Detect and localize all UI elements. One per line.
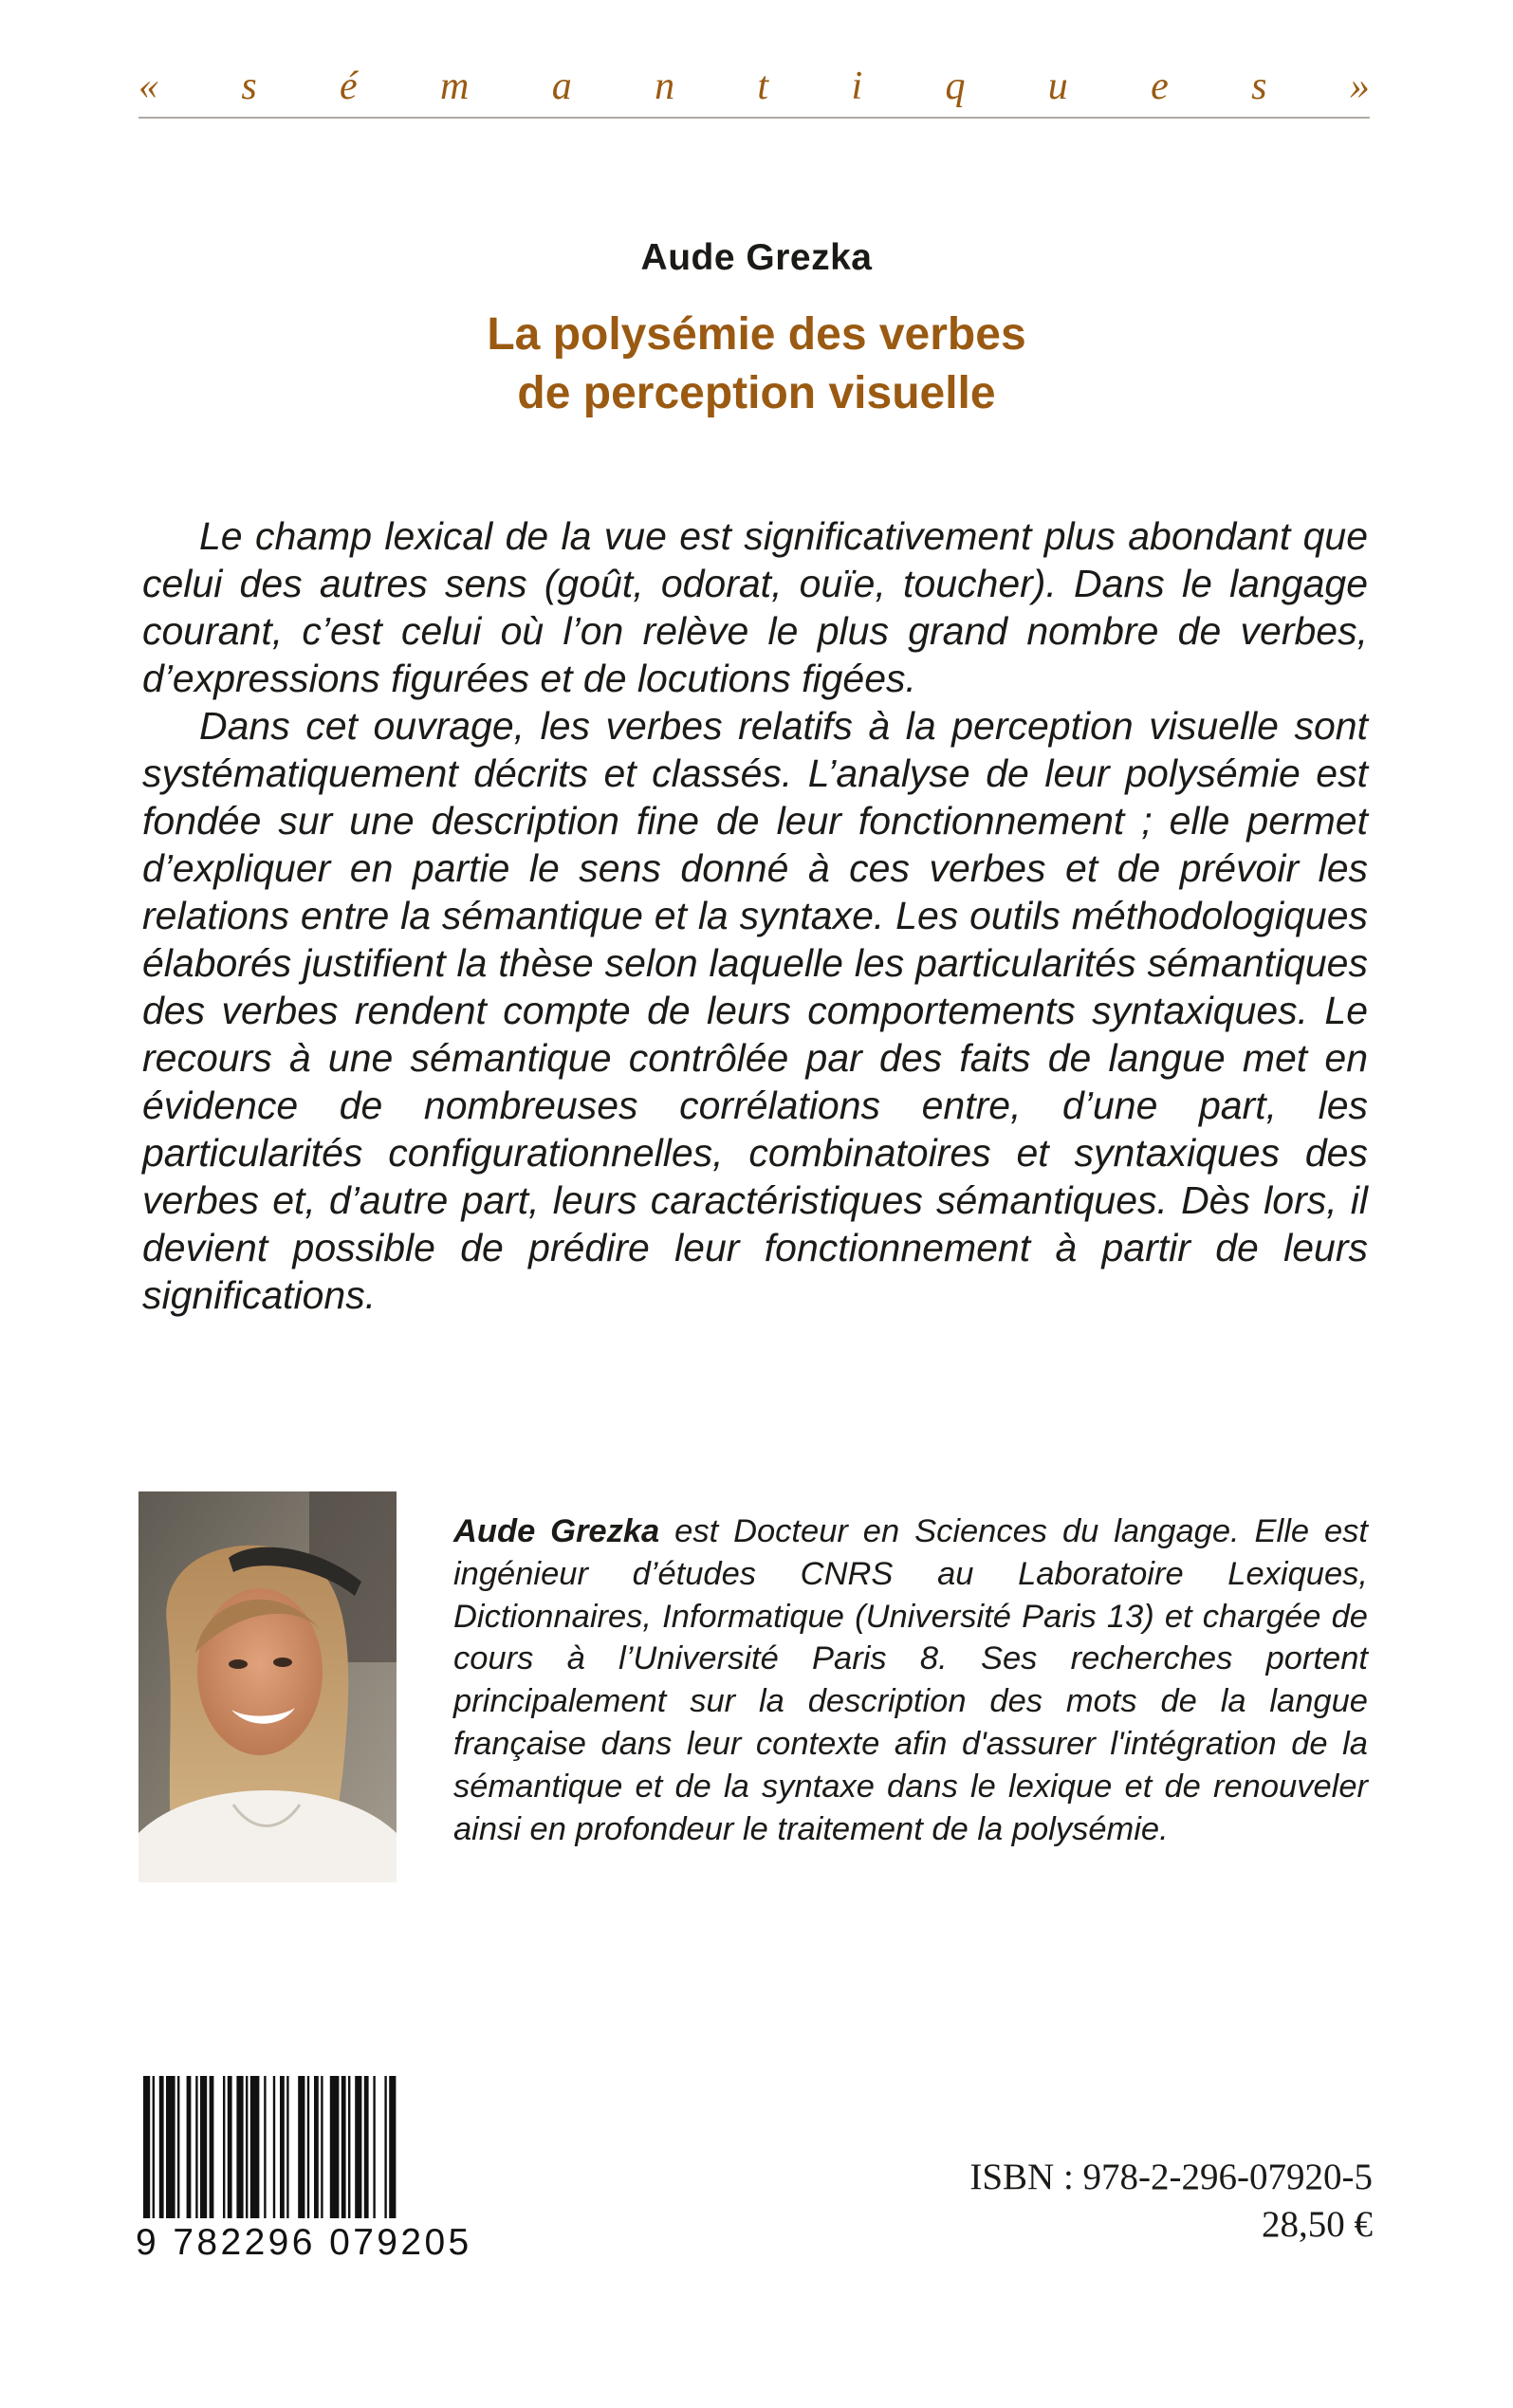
series-letter: q	[945, 65, 966, 108]
series-letter: é	[340, 65, 358, 108]
author-portrait-image	[138, 1491, 397, 1882]
barcode	[136, 2076, 472, 2218]
summary-paragraph-2: Dans cet ouvrage, les verbes relatifs à la perception visuelle sont systématiquement décrits et classés. L’analyse de leur polysémie est fondée sur une description fine de leur fonctionnement ; elle permet d’expliquer en partie le sens donné à ces verbes et de prévoir les relations entre la sémantique et la syntaxe. Les outils méthodologiques élaborés justifient la thèse selon laquelle les particularités sémantiques des verbes rendent compte de leurs comportements syntaxiques. Le recours à une sémantique contrôlée par des faits de langue met en évidence de nombreuses corrélations entre, d’une part, les particularités configurationnelles, combinatoires et syntaxiques des verbes et, d’autre part, leurs caractéristiques sémantiques. Dès lors, il devient possible de prédire leur fonctionnement à partir de leurs significations.	[142, 704, 1368, 1317]
book-title-line-1: La polysémie des verbes	[487, 309, 1026, 360]
barcode-bar	[187, 2076, 192, 2218]
summary-paragraph-1: Le champ lexical de la vue est significativement plus abondant que celui des autres sens (goût, odorat, ouïe, toucher). Dans le langage courant, c’est celui où l’on relève le plus grand nombre de verbes, d’expressions figurées et de locutions figées.	[142, 514, 1368, 700]
series-letter: m	[440, 65, 470, 108]
barcode-bar	[273, 2076, 275, 2218]
author-name: Aude Grezka	[640, 237, 873, 278]
series-letter: s	[241, 65, 257, 108]
barcode-bar	[389, 2076, 396, 2218]
barcode-bar	[246, 2076, 248, 2218]
barcode-bar	[236, 2076, 243, 2218]
bio-text: est Docteur en Sciences du langage. Elle est ingénieur d’études CNRS au Laboratoire Lexiques, Dictionnaires, Informatique (Université Paris 13) et chargée de cours à l’Université Paris 8. Ses recherches portent principalement sur la description des mots de la langue française dans leur contexte afin d'assurer l'intégration de la sémantique et de la syntaxe dans le lexique et de renouveler ainsi en profondeur le traitement de la polysémie.	[453, 1513, 1368, 1847]
series-letter: s	[1251, 65, 1267, 108]
series-open-quote: «	[138, 65, 158, 108]
barcode-bar	[195, 2076, 197, 2218]
barcode-bar	[166, 2076, 175, 2218]
header-divider	[138, 117, 1370, 119]
book-summary	[142, 512, 1368, 1319]
series-letter: n	[655, 65, 675, 108]
barcode-digits: 9 782296 079205	[136, 2222, 472, 2263]
barcode-bar	[280, 2076, 285, 2218]
barcode-bar	[143, 2076, 150, 2218]
barcode-bar	[330, 2076, 340, 2218]
barcode-bar	[307, 2076, 309, 2218]
barcode-bar	[384, 2076, 386, 2218]
barcode-bar	[321, 2076, 323, 2218]
barcode-bar	[250, 2076, 260, 2218]
barcode-bar	[153, 2076, 155, 2218]
series-letter: e	[1151, 65, 1169, 108]
isbn-price-block	[969, 2154, 1373, 2249]
barcode-bar	[373, 2076, 375, 2218]
isbn-number: ISBN : 978-2-296-07920-5	[969, 2157, 1373, 2197]
author-photo	[138, 1491, 397, 1882]
series-letter: t	[757, 65, 769, 108]
barcode-bar	[223, 2076, 225, 2218]
book-title-line-2: de perception visuelle	[517, 368, 996, 418]
bio-author-name: Aude Grezka	[453, 1513, 660, 1549]
series-close-quote: »	[1349, 65, 1370, 108]
series-name	[138, 61, 1370, 112]
barcode-bar	[314, 2076, 319, 2218]
series-letter: i	[851, 65, 863, 108]
author-biography	[453, 1510, 1368, 1850]
series-letter: u	[1047, 65, 1068, 108]
barcode-bar	[286, 2076, 288, 2218]
price: 28,50 €	[1262, 2204, 1373, 2245]
barcode-bar	[159, 2076, 164, 2218]
barcode-bar	[177, 2076, 179, 2218]
barcode-bar	[298, 2076, 304, 2218]
barcode-bar	[200, 2076, 207, 2218]
barcode-bar	[228, 2076, 232, 2218]
book-title	[0, 306, 1513, 423]
barcode-bar	[355, 2076, 361, 2218]
barcode-bar	[364, 2076, 369, 2218]
barcode-bar	[341, 2076, 346, 2218]
barcode-bar	[348, 2076, 350, 2218]
barcode-bar	[264, 2076, 266, 2218]
barcode-bar	[210, 2076, 214, 2218]
series-letter: a	[551, 65, 572, 108]
